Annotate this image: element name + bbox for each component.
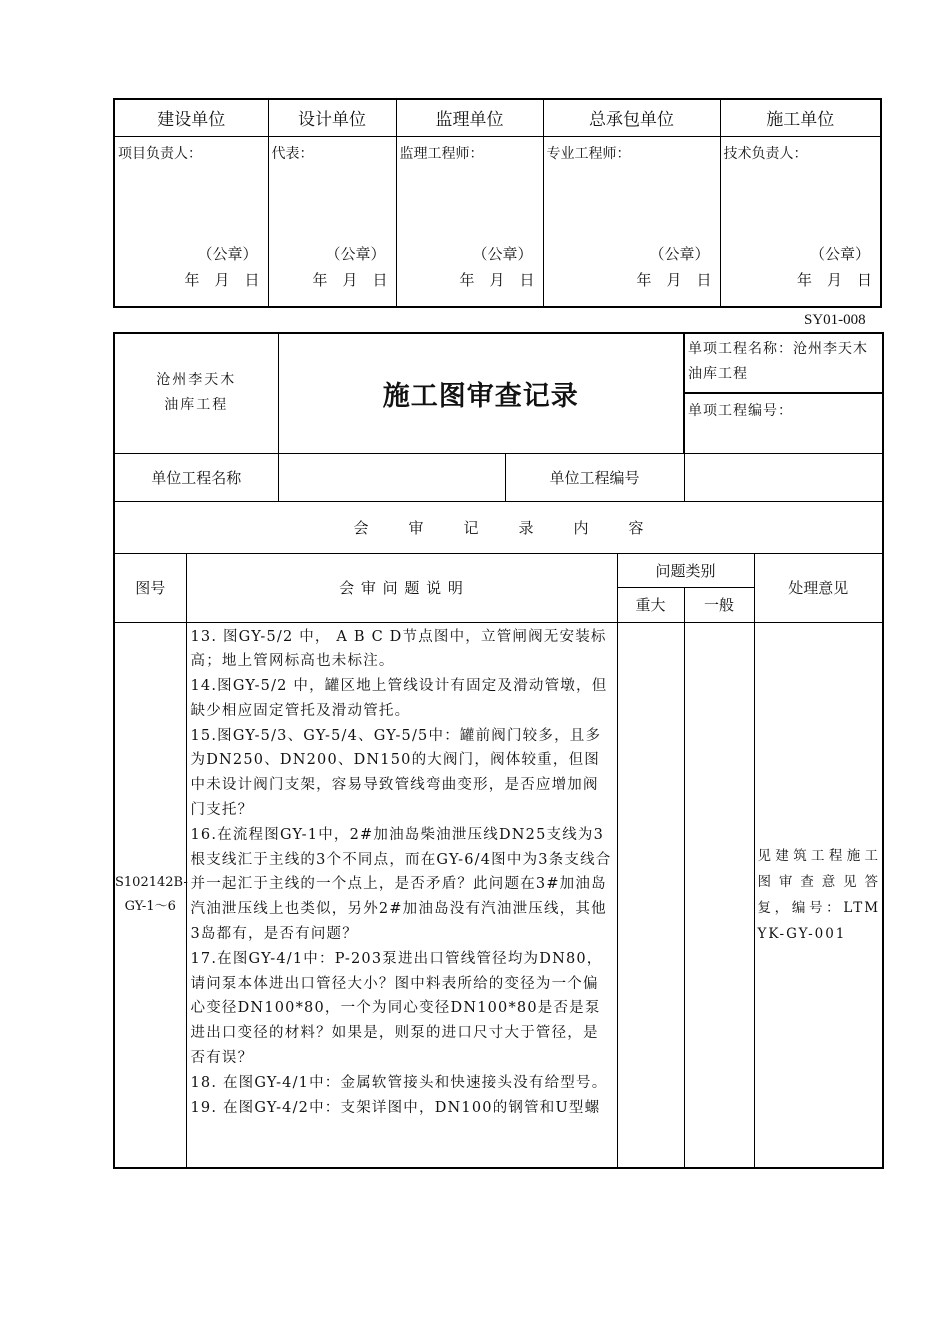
- role-label: 监理工程师：: [399, 145, 484, 162]
- review-content: 13. 图GY-5/2 中， A B C D节点图中，立管闸阀无安装标高；地上管网标高也未标注。 14.图GY-5/2 中，罐区地上管线设计有固定及滑动管墩，但缺少相应固定管托及滑动管托。 15.图GY-5/3、GY-5/4、GY-5/5中：罐前阀门较多，且多为DN250、DN200、DN150的大阀门，阀体较重，但图中未设计阀门支架，容易导致管线弯曲变形，是否应增加阀门支托？ 16.在流程图GY-1中，2#加油岛柴油泄压线DN25支线为3根支线汇于主线的3个不同点，而在GY-6/4图中为3条支线合并一起汇于主线的一个点上，是否矛盾？此问题在3#加油岛汽油泄压线上也类似，另外2#加油岛没有汽油泄压线，其他3岛都有，是否有问题？ 17.在图GY-4/1中：P-203泵进出口管线管径均为DN80，请问泵本体进出口管径大小？图中料表所给的变径为一个偏心变径DN100*80，一个为同心变径DN100*80是否是泵进出口变径的材料？如果是，则泵的进口尺寸大于管径，是否有误？ 18. 在图GY-4/1中：金属软管接头和快速接头没有给型号。 19. 在图GY-4/2中：支架详图中，DN100的钢管和U型螺: [186, 622, 617, 1168]
- unit-name-label: 单位工程名称: [114, 453, 278, 501]
- col-opinion-header: 处理意见: [754, 553, 883, 622]
- header-builder-unit: 施工单位: [720, 99, 881, 136]
- signature-cell: [114, 136, 268, 307]
- major-cell: [617, 622, 684, 1168]
- seal-label: （公章）: [472, 244, 533, 263]
- approval-table: [113, 98, 882, 308]
- unit-no-value: [684, 453, 883, 501]
- minor-cell: [684, 622, 754, 1168]
- seal-label: （公章）: [325, 244, 386, 263]
- date-label: 年 月 日: [636, 270, 712, 289]
- role-label: 项目负责人：: [118, 145, 202, 162]
- col-major-header: 重大: [617, 587, 684, 622]
- header-design-unit: 设计单位: [268, 99, 396, 136]
- signature-cell: [720, 136, 881, 307]
- role-label: 技术负责人：: [723, 145, 808, 162]
- col-desc-header: 会 审 问 题 说 明: [186, 553, 617, 622]
- header-construction-unit: 建设单位: [114, 99, 268, 136]
- header-general-contractor: 总承包单位: [543, 99, 720, 136]
- unit-name-value: [278, 453, 505, 501]
- signature-cell: [268, 136, 396, 307]
- seal-label: （公章）: [809, 244, 870, 263]
- col-drawing-header: 图号: [114, 553, 186, 622]
- section-title: 会审记录内容: [114, 501, 883, 553]
- page-title: 施工图审查记录: [278, 333, 684, 453]
- seal-label: （公章）: [197, 244, 258, 263]
- date-label: 年 月 日: [796, 270, 872, 289]
- signature-cell: [543, 136, 720, 307]
- role-label: 代表：: [271, 145, 314, 162]
- seal-label: （公章）: [649, 244, 710, 263]
- item-no-label: 单项工程编号：: [684, 393, 883, 453]
- item-name-label: 单项工程名称：沧州李天木油库工程: [684, 333, 883, 393]
- date-label: 年 月 日: [184, 270, 260, 289]
- date-label: 年 月 日: [459, 270, 535, 289]
- role-label: 专业工程师：: [546, 145, 631, 162]
- col-minor-header: 一般: [684, 587, 754, 622]
- unit-no-label: 单位工程编号: [505, 453, 684, 501]
- handling-opinion: 见建筑工程施工图审查意见答复，编号：LTMYK-GY-001: [754, 622, 883, 1168]
- col-category-header: 问题类别: [617, 553, 754, 587]
- form-code: SY01-008: [804, 312, 866, 328]
- header-supervision-unit: 监理单位: [396, 99, 543, 136]
- review-record-table: [113, 332, 884, 1169]
- drawing-number: S102142B- GY-1～6: [114, 622, 186, 1168]
- date-label: 年 月 日: [312, 270, 388, 289]
- signature-cell: [396, 136, 543, 307]
- project-name: 沧州李天木 油库工程: [114, 333, 278, 453]
